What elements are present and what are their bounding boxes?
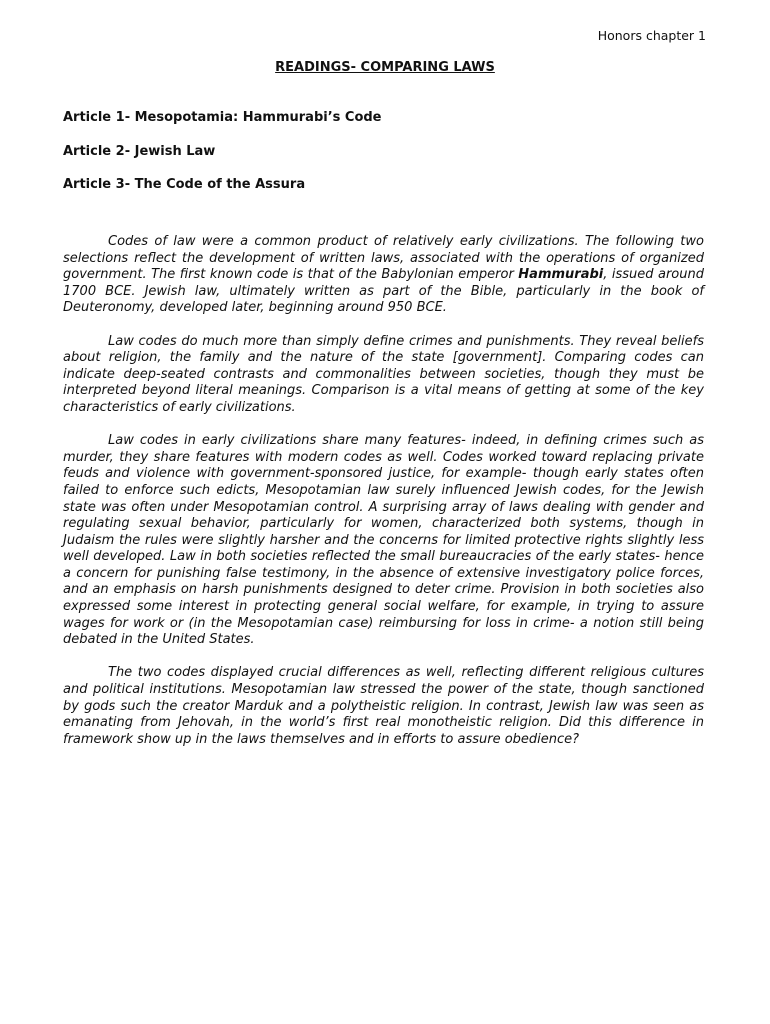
article-3-heading: Article 3- The Code of the Assura [63, 177, 306, 192]
paragraph-1-pre: Codes of law were a common product of relatively early civilizations. The following two selections reflect the development of written laws, associated with the operations of organized government. The first known code is that of the Babylonian emperor [63, 234, 704, 283]
paragraph-1 [63, 234, 704, 317]
paragraph-2: Law codes do much more than simply define crimes and punishments. They reveal beliefs about religion, the family and the nature of the state [government]. Comparing codes can indicate deep-seated contrasts and commonalities between societies, though they must be interpreted beyond literal meanings. Comparison is a vital means of getting at some of the key characteristics of early civilizations. [63, 333, 704, 415]
article-2-heading: Article 2- Jewish Law [63, 144, 216, 159]
paragraph-4: The two codes displayed crucial differences as well, reflecting different religious cultures and political institutions. Mesopotamian law stressed the power of the state, though sanctioned by gods such the creator Marduk and a polytheistic religion. In contrast, Jewish law was seen as emanating from Jehovah, in the world’s first real monotheistic religion. Did this difference in framework show up in the laws themselves and in efforts to assure obedience? [63, 665, 704, 747]
article-1-heading: Article 1- Mesopotamia: Hammurabi’s Code [63, 110, 382, 125]
paragraph-3: Law codes in early civilizations share many features- indeed, in defining crimes such as murder, they share features with modern codes as well. Codes worked toward replacing private feuds and violence with government-sponsored justice, for example- though early states often failed to enforce such edicts, Mesopotamian law surely influenced Jewish codes, for the Jewish state was often under Mesopotamian control. A surprising array of laws dealing with gender and regulating sexual behavior, particularly for women, characterized both systems, though in Judaism the rules were slightly harsher and the concerns for limited protective rights slightly less well developed. Law in both societies reflected the small bureaucracies of the early states- hence a concern for punishing false testimony, in the absence of extensive investigatory police forces, and an emphasis on harsh punishments designed to deter crime. Provision in both societies also expressed some interest in protecting general social welfare, for example, in trying to assure wages for work or (in the Mesopotamian case) reimbursing for loss in crime- a notion still being debated in the United States. [63, 433, 704, 648]
paragraph-1-post: , issued around 1700 BCE. Jewish law, ultimately written as part of the Bible, particularly in the book of Deuteronomy, developed later, beginning around 950 BCE. [63, 267, 704, 316]
paragraph-1-bold: Hammurabi [518, 267, 604, 283]
reading-body [63, 234, 704, 765]
page-title: READINGS- COMPARING LAWS [275, 60, 495, 75]
chapter-header: Honors chapter 1 [597, 28, 706, 43]
